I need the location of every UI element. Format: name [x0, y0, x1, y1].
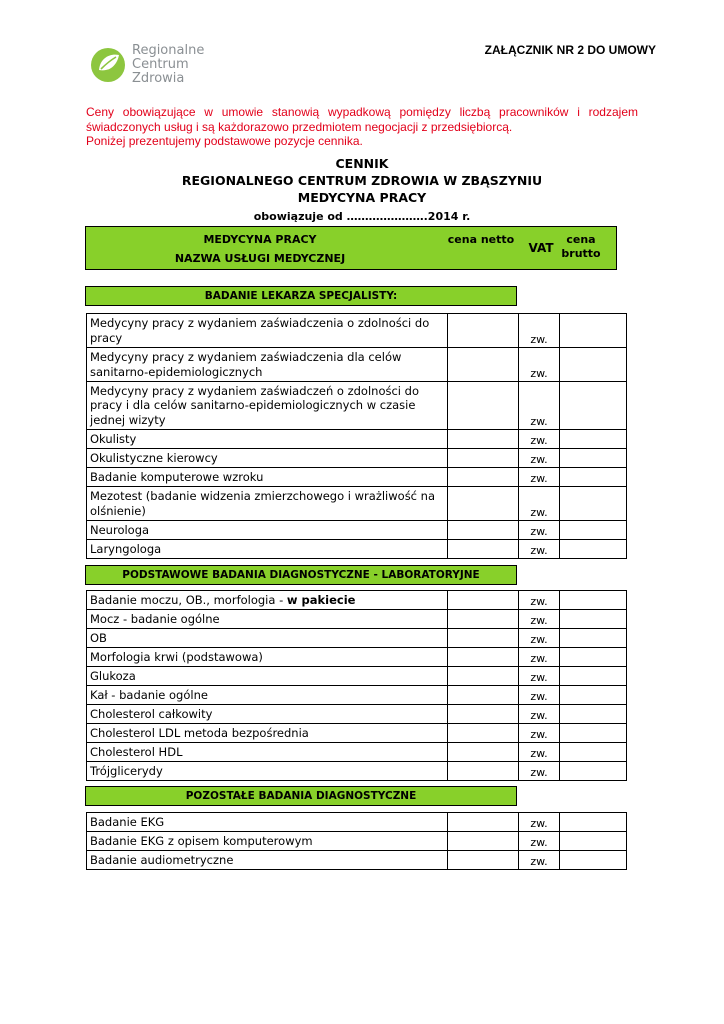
- price-netto-cell: [448, 629, 519, 648]
- vat-cell: zw.: [519, 591, 560, 610]
- vat-cell: zw.: [519, 743, 560, 762]
- service-name-text: Mezotest (badanie widzenia zmierzchowego i wrażliwość na olśnienie): [90, 489, 435, 518]
- table-row: [87, 487, 627, 521]
- table-row: [87, 762, 627, 781]
- service-name-text: OB: [90, 630, 107, 645]
- service-name: [87, 430, 448, 449]
- price-brutto-cell: [560, 540, 627, 559]
- table-row: [87, 591, 627, 610]
- price-netto-cell: [448, 382, 519, 430]
- table-row: [87, 686, 627, 705]
- intro-paragraph-1: Ceny obowiązujące w umowie stanowią wypadkową pomiędzy liczbą pracowników i rodzajem świadczonych usług i są każdorazowo przedmiotem negocjacji z przedsiębiorcą.: [86, 105, 638, 134]
- price-netto-cell: [448, 813, 519, 832]
- vat-cell: zw.: [519, 382, 560, 430]
- price-brutto-cell: [560, 629, 627, 648]
- price-netto-cell: [448, 724, 519, 743]
- vat-cell: zw.: [519, 348, 560, 382]
- section-title-specialist: BADANIE LEKARZA SPECJALISTY:: [85, 286, 517, 306]
- price-netto-cell: [448, 591, 519, 610]
- page-title: [86, 155, 638, 206]
- logo: [88, 44, 208, 88]
- price-table-header: [85, 226, 617, 270]
- price-brutto-cell: [560, 449, 627, 468]
- service-name: [87, 468, 448, 487]
- price-brutto-cell: [560, 851, 627, 870]
- service-name-text: Okulisty: [90, 431, 137, 446]
- table-row: [87, 314, 627, 348]
- service-name: [87, 348, 448, 382]
- table-row: [87, 521, 627, 540]
- price-brutto-cell: [560, 591, 627, 610]
- vat-cell: zw.: [519, 430, 560, 449]
- vat-cell: zw.: [519, 521, 560, 540]
- price-netto-cell: [448, 348, 519, 382]
- vat-cell: zw.: [519, 724, 560, 743]
- price-netto-cell: [448, 610, 519, 629]
- price-brutto-cell: [560, 610, 627, 629]
- table-row: [87, 430, 627, 449]
- table-row: [87, 468, 627, 487]
- header-name-col: [86, 227, 434, 269]
- service-name-text: Laryngologa: [90, 541, 162, 556]
- service-name-text: Cholesterol LDL metoda bezpośrednia: [90, 725, 309, 740]
- price-netto-cell: [448, 762, 519, 781]
- service-name-text: Cholesterol całkowity: [90, 706, 213, 721]
- service-name: [87, 705, 448, 724]
- service-name: [87, 667, 448, 686]
- price-brutto-cell: [560, 468, 627, 487]
- header-netto: cena netto: [447, 233, 515, 246]
- title-line-1: CENNIK: [335, 156, 389, 171]
- price-netto-cell: [448, 487, 519, 521]
- service-name-text: Badanie komputerowe wzroku: [90, 469, 264, 484]
- intro-text: [86, 105, 638, 149]
- price-brutto-cell: [560, 743, 627, 762]
- price-brutto-cell: [560, 832, 627, 851]
- title-line-2: REGIONALNEGO CENTRUM ZDROWIA W ZBĄSZYNIU: [181, 173, 543, 188]
- service-name: [87, 382, 448, 430]
- service-name: [87, 487, 448, 521]
- price-brutto-cell: [560, 667, 627, 686]
- vat-cell: zw.: [519, 468, 560, 487]
- service-name-text: Medycyny pracy z wydaniem zaświadczenia dla celów sanitarno-epidemiologicznych: [90, 350, 402, 379]
- section-table-laboratory: [86, 590, 627, 781]
- section-title-laboratory: PODSTAWOWE BADANIA DIAGNOSTYCZNE - LABORATORYJNE: [85, 565, 517, 585]
- price-brutto-cell: [560, 648, 627, 667]
- price-brutto-cell: [560, 348, 627, 382]
- section-title-other: POZOSTAŁE BADANIA DIAGNOSTYCZNE: [85, 786, 517, 806]
- logo-line-2: Centrum: [132, 57, 189, 72]
- table-row: [87, 540, 627, 559]
- service-name-text: Mocz - badanie ogólne: [90, 611, 220, 626]
- header-name-line-2: NAZWA USŁUGI MEDYCZNEJ: [174, 252, 346, 265]
- service-name: [87, 648, 448, 667]
- logo-line-3: Zdrowia: [132, 71, 185, 86]
- price-netto-cell: [448, 851, 519, 870]
- service-name: [87, 724, 448, 743]
- service-name-text: Medycyny pracy z wydaniem zaświadczeń o zdolności do pracy i dla celów sanitarno-epidemiologicznych w czasie jednej wizyty: [90, 383, 419, 427]
- service-name-text: Kał - badanie ogólne: [90, 687, 208, 702]
- service-name: [87, 314, 448, 348]
- table-row: [87, 610, 627, 629]
- price-brutto-cell: [560, 314, 627, 348]
- price-netto-cell: [448, 314, 519, 348]
- title-line-3: MEDYCYNA PRACY: [297, 190, 427, 205]
- table-row: [87, 382, 627, 430]
- table-row: [87, 348, 627, 382]
- service-name: [87, 591, 448, 610]
- price-netto-cell: [448, 430, 519, 449]
- service-name: [87, 686, 448, 705]
- table-row: [87, 648, 627, 667]
- vat-cell: zw.: [519, 851, 560, 870]
- vat-cell: zw.: [519, 762, 560, 781]
- service-name-text: Morfologia krwi (podstawowa): [90, 649, 263, 664]
- price-brutto-cell: [560, 762, 627, 781]
- table-row: [87, 705, 627, 724]
- vat-cell: zw.: [519, 813, 560, 832]
- annex-label: ZAŁĄCZNIK NR 2 DO UMOWY: [484, 43, 656, 57]
- table-row: [87, 813, 627, 832]
- price-netto-cell: [448, 832, 519, 851]
- price-brutto-cell: [560, 686, 627, 705]
- price-netto-cell: [448, 449, 519, 468]
- service-name: [87, 610, 448, 629]
- price-netto-cell: [448, 540, 519, 559]
- vat-cell: zw.: [519, 648, 560, 667]
- price-netto-cell: [448, 743, 519, 762]
- service-name-text: Badanie EKG: [90, 814, 165, 829]
- price-brutto-cell: [560, 521, 627, 540]
- vat-cell: zw.: [519, 487, 560, 521]
- service-name-emphasis: w pakiecie: [286, 592, 356, 607]
- table-row: [87, 851, 627, 870]
- service-name-text: Badanie moczu, OB., morfologia -: [90, 592, 287, 607]
- vat-cell: zw.: [519, 610, 560, 629]
- vat-cell: zw.: [519, 449, 560, 468]
- price-netto-cell: [448, 667, 519, 686]
- price-netto-cell: [448, 648, 519, 667]
- price-netto-cell: [448, 521, 519, 540]
- vat-cell: zw.: [519, 629, 560, 648]
- section-table-other: [86, 812, 627, 870]
- service-name-text: Trójglicerydy: [90, 763, 163, 778]
- valid-from: obowiązuje od ………………….2014 r.: [253, 210, 471, 223]
- service-name: [87, 743, 448, 762]
- service-name-text: Okulistyczne kierowcy: [90, 450, 218, 465]
- price-brutto-cell: [560, 705, 627, 724]
- table-row: [87, 832, 627, 851]
- vat-cell: zw.: [519, 686, 560, 705]
- service-name: [87, 813, 448, 832]
- header-vat: VAT: [528, 241, 554, 255]
- intro-paragraph-2: Poniżej prezentujemy podstawowe pozycje cennika.: [86, 134, 363, 148]
- service-name: [87, 629, 448, 648]
- vat-cell: zw.: [519, 832, 560, 851]
- vat-cell: zw.: [519, 540, 560, 559]
- price-brutto-cell: [560, 724, 627, 743]
- service-name: [87, 762, 448, 781]
- logo-line-1: Regionalne: [132, 43, 205, 58]
- header-name-line-1: MEDYCYNA PRACY: [203, 233, 317, 246]
- section-table-specialist: [86, 313, 627, 559]
- table-row: [87, 449, 627, 468]
- service-name-text: Glukoza: [90, 668, 136, 683]
- table-row: [87, 629, 627, 648]
- table-row: [87, 743, 627, 762]
- vat-cell: zw.: [519, 705, 560, 724]
- service-name-text: Medycyny pracy z wydaniem zaświadczenia o zdolności do pracy: [90, 316, 430, 345]
- price-brutto-cell: [560, 813, 627, 832]
- logo-text: [132, 44, 204, 86]
- table-row: [87, 724, 627, 743]
- service-name-text: Badanie audiometryczne: [90, 852, 234, 867]
- service-name-text: Cholesterol HDL: [90, 744, 183, 759]
- vat-cell: zw.: [519, 667, 560, 686]
- service-name-text: Badanie EKG z opisem komputerowym: [90, 833, 313, 848]
- service-name: [87, 540, 448, 559]
- price-netto-cell: [448, 468, 519, 487]
- service-name: [87, 851, 448, 870]
- table-row: [87, 667, 627, 686]
- service-name: [87, 449, 448, 468]
- price-netto-cell: [448, 705, 519, 724]
- price-brutto-cell: [560, 382, 627, 430]
- price-netto-cell: [448, 686, 519, 705]
- service-name-text: Neurologa: [90, 522, 150, 537]
- header-brutto: cena brutto: [561, 233, 601, 260]
- vat-cell: zw.: [519, 314, 560, 348]
- price-brutto-cell: [560, 430, 627, 449]
- service-name: [87, 521, 448, 540]
- leaf-logo-icon: [88, 44, 128, 84]
- price-brutto-cell: [560, 487, 627, 521]
- service-name: [87, 832, 448, 851]
